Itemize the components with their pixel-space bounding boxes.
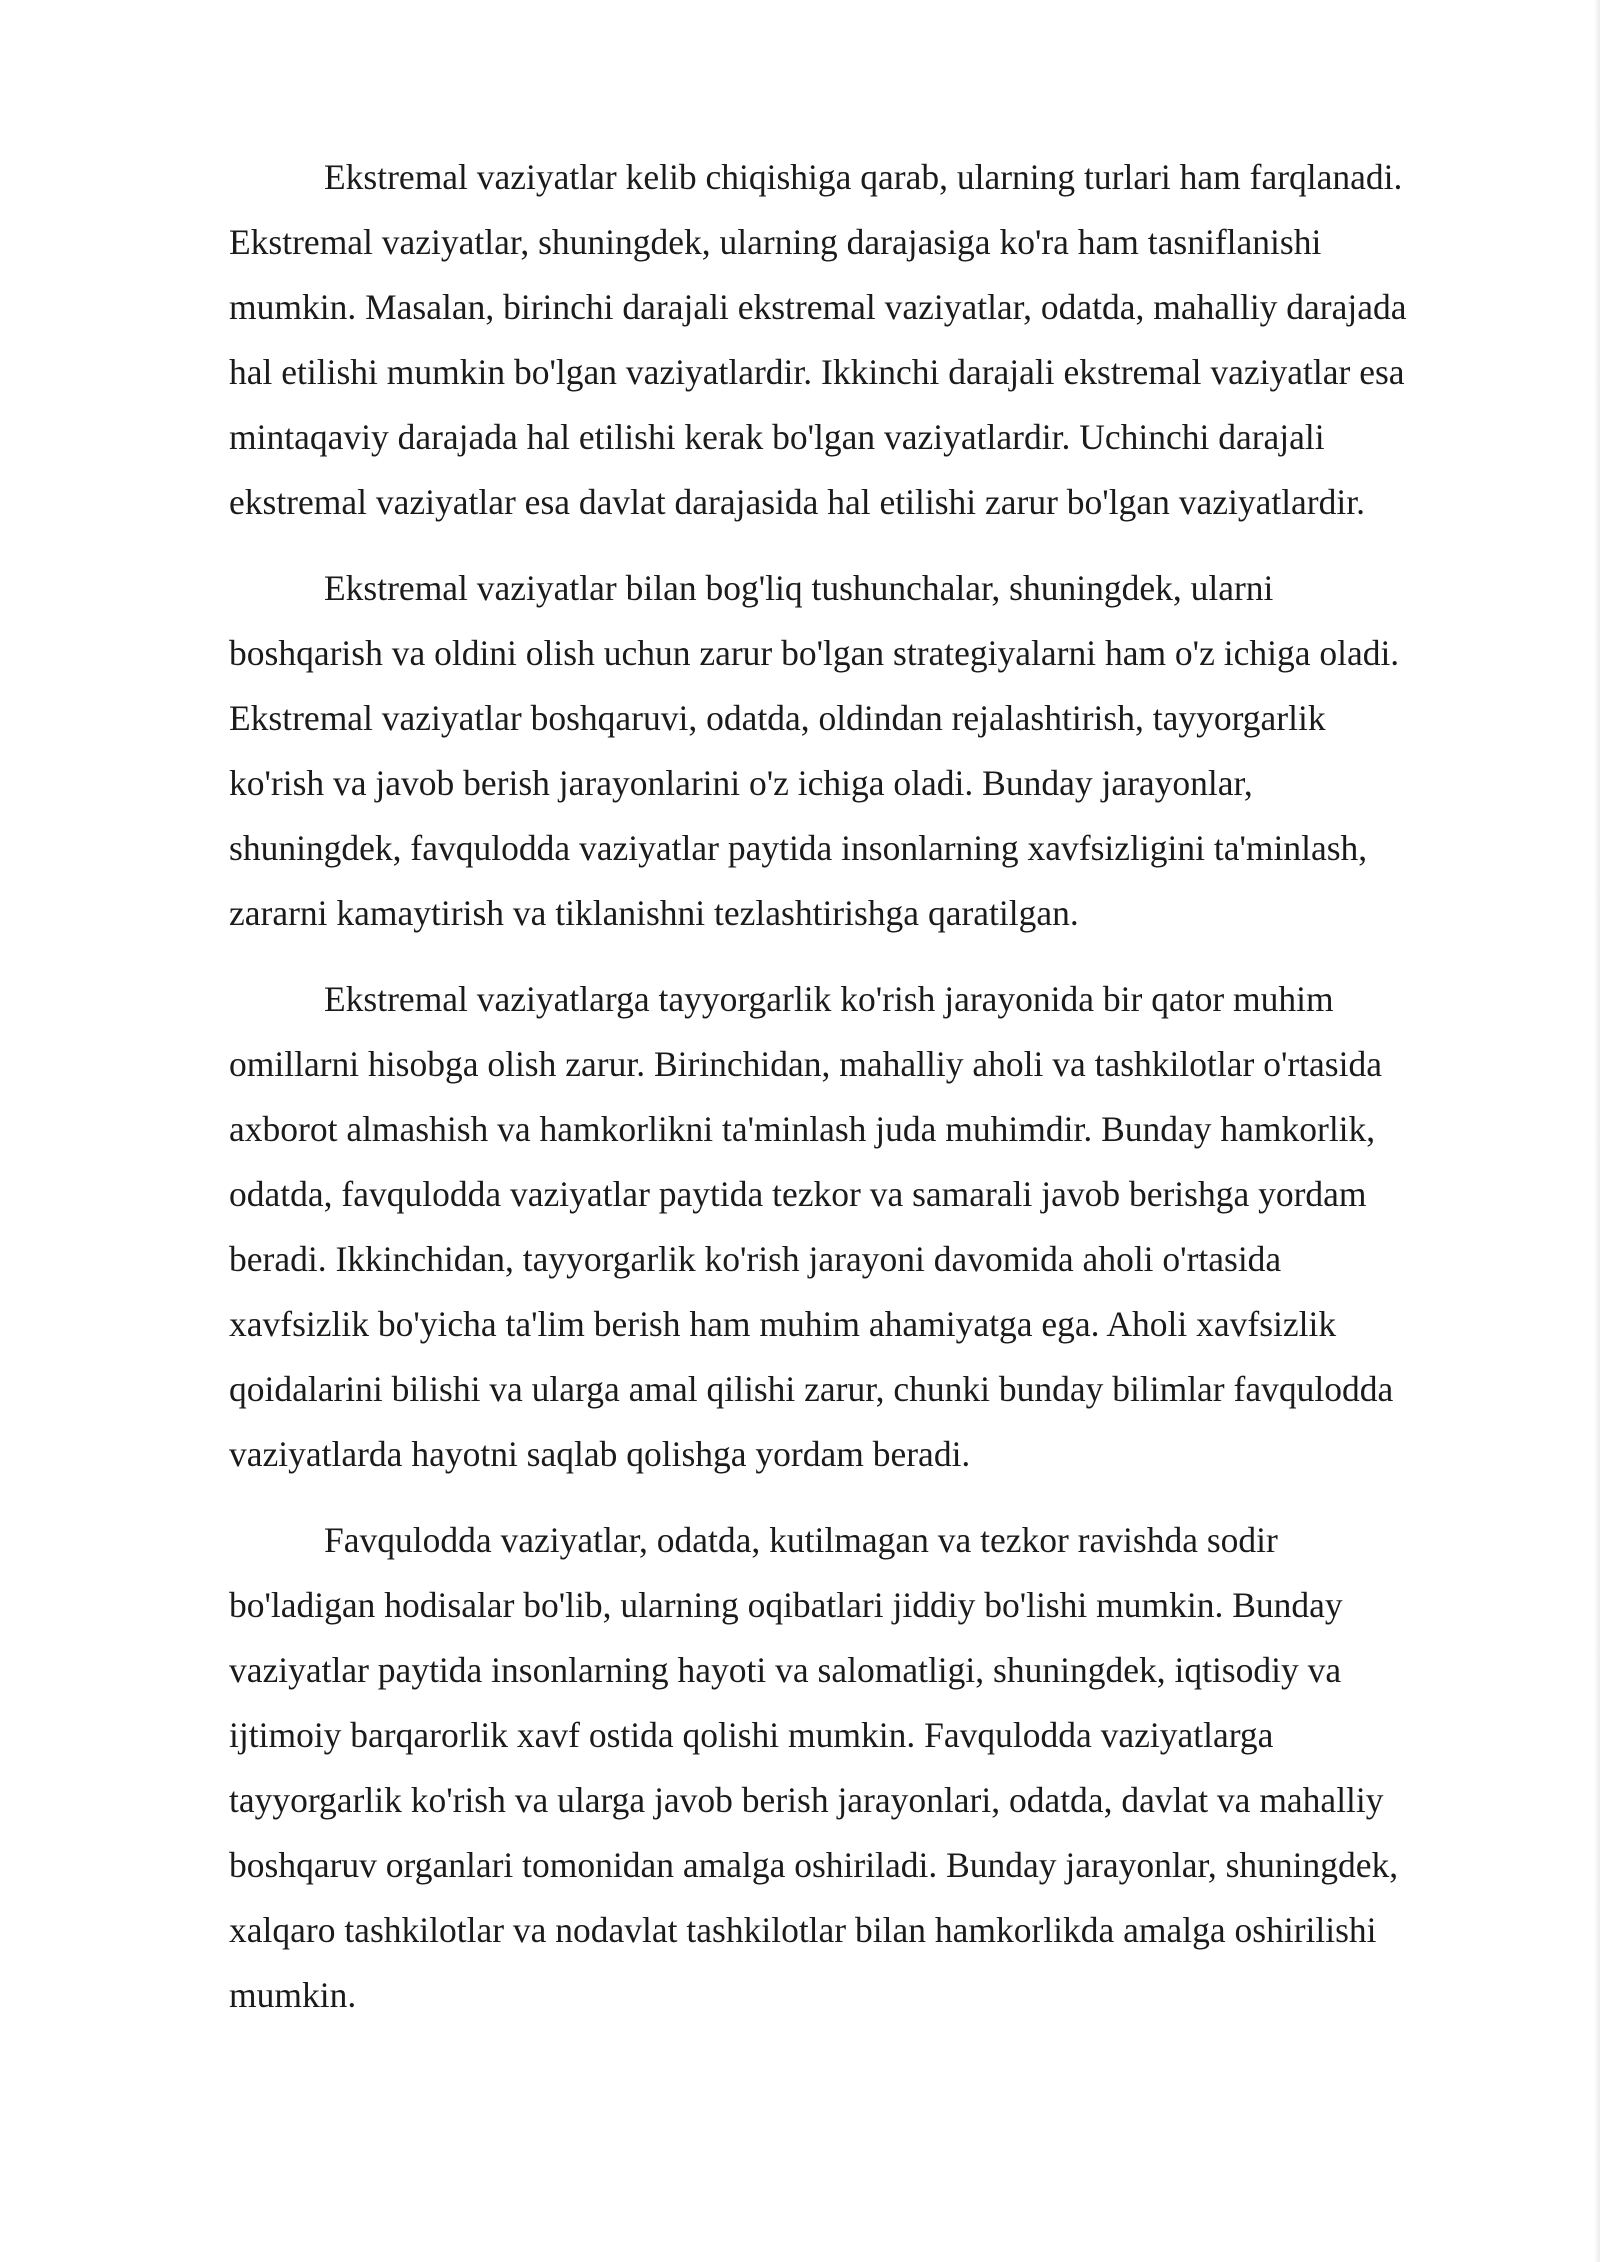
paragraph-line: xavfsizlik bo'yicha ta'lim berish ham muhim ahamiyatga ega. Aholi xavfsizlik	[229, 1304, 1337, 1344]
paragraph-line: Ekstremal vaziyatlar, shuningdek, ularning darajasiga ko'ra ham tasniflanishi	[229, 222, 1322, 262]
paragraph-line: qoidalarini bilishi va ularga amal qilishi zarur, chunki bunday bilimlar favqulodda	[229, 1369, 1394, 1409]
paragraph-line: Ekstremal vaziyatlarga tayyorgarlik ko'rish jarayonida bir qator muhim	[324, 979, 1334, 1019]
paragraph-line: bo'ladigan hodisalar bo'lib, ularning oqibatlari jiddiy bo'lishi mumkin. Bunday	[229, 1585, 1343, 1625]
paragraph-line: Ekstremal vaziyatlar kelib chiqishiga qarab, ularning turlari ham farqlanadi.	[324, 157, 1403, 197]
paragraph-line: odatda, favqulodda vaziyatlar paytida tezkor va samarali javob berishga yordam	[229, 1174, 1367, 1214]
paragraph-line: mumkin.	[229, 1975, 357, 2015]
paragraph-4	[229, 1508, 1483, 2028]
paragraph-line: axborot almashish va hamkorlikni ta'minlash juda muhimdir. Bunday hamkorlik,	[229, 1109, 1376, 1149]
paragraph-line: ijtimoiy barqarorlik xavf ostida qolishi mumkin. Favqulodda vaziyatlarga	[229, 1715, 1274, 1755]
paragraph-line: omillarni hisobga olish zarur. Birinchidan, mahalliy aholi va tashkilotlar o'rtasida	[229, 1044, 1382, 1084]
paragraph-3	[229, 967, 1483, 1487]
paragraph-1	[229, 145, 1483, 535]
paragraph-line: hal etilishi mumkin bo'lgan vaziyatlardir. Ikkinchi darajali ekstremal vaziyatlar esa	[229, 352, 1405, 392]
paragraph-line: shuningdek, favqulodda vaziyatlar paytida insonlarning xavfsizligini ta'minlash,	[229, 828, 1368, 868]
paragraph-line: vaziyatlar paytida insonlarning hayoti va salomatligi, shuningdek, iqtisodiy va	[229, 1650, 1342, 1690]
document-body	[229, 145, 1483, 2049]
paragraph-line: beradi. Ikkinchidan, tayyorgarlik ko'rish jarayoni davomida aholi o'rtasida	[229, 1239, 1282, 1279]
paragraph-line: ekstremal vaziyatlar esa davlat darajasida hal etilishi zarur bo'lgan vaziyatlardir.	[229, 482, 1365, 522]
paragraph-line: tayyorgarlik ko'rish va ularga javob berish jarayonlari, odatda, davlat va mahalliy	[229, 1780, 1384, 1820]
paragraph-line: boshqarish va oldini olish uchun zarur bo'lgan strategiyalarni ham o'z ichiga oladi.	[229, 633, 1400, 673]
paragraph-line: mintaqaviy darajada hal etilishi kerak bo'lgan vaziyatlardir. Uchinchi darajali	[229, 417, 1325, 457]
paragraph-line: vaziyatlarda hayotni saqlab qolishga yordam beradi.	[229, 1434, 971, 1474]
paragraph-line: Ekstremal vaziyatlar boshqaruvi, odatda, oldindan rejalashtirish, tayyorgarlik	[229, 698, 1326, 738]
paragraph-line: Ekstremal vaziyatlar bilan bog'liq tushunchalar, shuningdek, ularni	[324, 568, 1274, 608]
paragraph-line: xalqaro tashkilotlar va nodavlat tashkilotlar bilan hamkorlikda amalga oshirilishi	[229, 1910, 1377, 1950]
paragraph-line: ko'rish va javob berish jarayonlarini o'z ichiga oladi. Bunday jarayonlar,	[229, 763, 1253, 803]
paragraph-line: boshqaruv organlari tomonidan amalga oshiriladi. Bunday jarayonlar, shuningdek,	[229, 1845, 1399, 1885]
paragraph-2	[229, 556, 1483, 946]
paragraph-line: mumkin. Masalan, birinchi darajali ekstremal vaziyatlar, odatda, mahalliy darajada	[229, 287, 1407, 327]
page-edge-shadow	[1594, 0, 1600, 2262]
paragraph-line: zararni kamaytirish va tiklanishni tezlashtirishga qaratilgan.	[229, 893, 1079, 933]
paragraph-line: Favqulodda vaziyatlar, odatda, kutilmagan va tezkor ravishda sodir	[324, 1520, 1278, 1560]
